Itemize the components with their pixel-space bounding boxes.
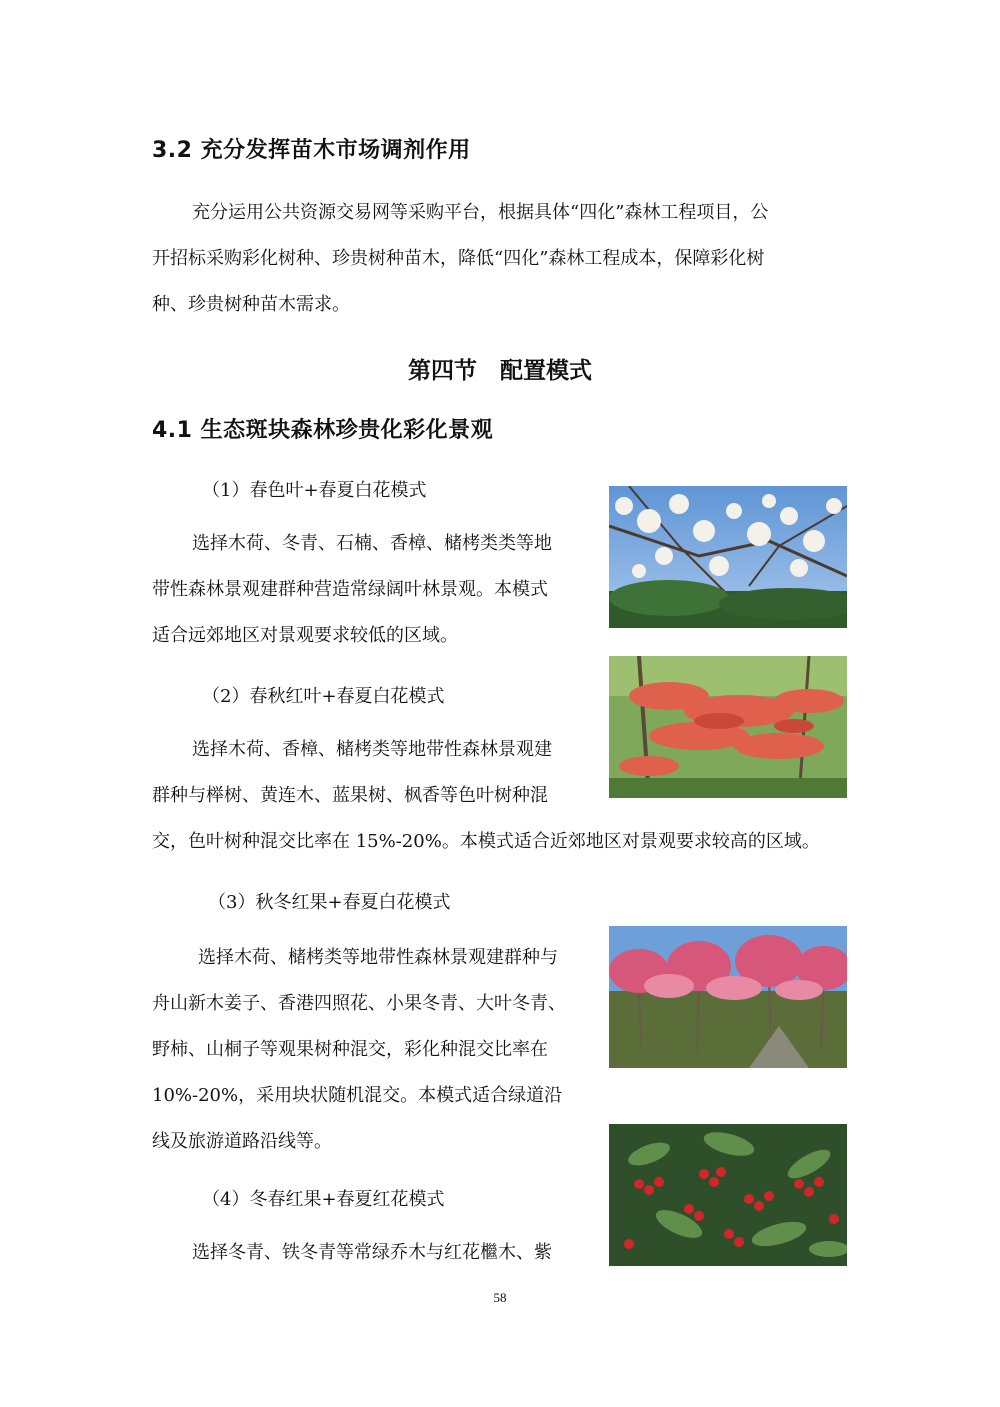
mode-4-title: （4）冬春红果+春夏红花模式 xyxy=(202,1189,445,1210)
mode-1-paragraph xyxy=(152,521,552,659)
white-blossom-tree-photo xyxy=(609,486,847,628)
paragraph-line: 交，色叶树种混交比率在 15%-20%。本模式适合近郊地区对景观要求较高的区域。 xyxy=(152,831,820,852)
paragraph-line: 选择冬青、铁冬青等常绿乔木与红花檵木、紫 xyxy=(192,1242,552,1263)
paragraph-line: 群种与榉树、黄连木、蓝果树、枫香等色叶树种混 xyxy=(152,785,548,806)
paragraph-line: 适合远郊地区对景观要求较低的区域。 xyxy=(152,625,458,646)
paragraph-line: 野柿、山桐子等观果树种混交，彩化种混交比率在 xyxy=(152,1039,548,1060)
mode-2-title: （2）春秋红叶+春夏白花模式 xyxy=(202,686,445,707)
paragraph-line: 线及旅游道路沿线等。 xyxy=(152,1131,332,1152)
paragraph-line: 选择木荷、冬青、石楠、香樟、槠栲类类等地 xyxy=(192,533,552,554)
paragraph-line: 开招标采购彩化树种、珍贵树种苗木，降低“四化”森林工程成本，保障彩化树 xyxy=(152,248,765,269)
mode-1-title: （1）春色叶+春夏白花模式 xyxy=(202,480,427,501)
pink-flowering-trees-photo xyxy=(609,926,847,1068)
paragraph-line: 种、珍贵树种苗木需求。 xyxy=(152,294,350,315)
paragraph-line: 选择木荷、槠栲类等地带性森林景观建群种与 xyxy=(198,947,558,968)
paragraph-line: 选择木荷、香樟、槠栲类等地带性森林景观建 xyxy=(192,739,552,760)
paragraph-line: 充分运用公共资源交易网等采购平台，根据具体“四化”森林工程项目，公 xyxy=(192,202,769,223)
red-maple-leaves-photo xyxy=(609,656,847,798)
section-heading-3-2: 3.2 充分发挥苗木市场调剂作用 xyxy=(152,138,471,163)
paragraph-line: 舟山新木姜子、香港四照花、小果冬青、大叶冬青、 xyxy=(152,993,566,1014)
paragraph-line: 带性森林景观建群种营造常绿阔叶林景观。本模式 xyxy=(152,579,548,600)
section-3-2-paragraph xyxy=(152,190,768,328)
page-number: 58 xyxy=(493,1290,507,1305)
section-heading-4-1: 4.1 生态斑块森林珍贵化彩化景观 xyxy=(152,418,494,443)
mode-3-paragraph xyxy=(152,935,566,1165)
paragraph-line: 10%-20%，采用块状随机混交。本模式适合绿道沿 xyxy=(152,1085,563,1106)
chapter-title: 第四节 配置模式 xyxy=(408,358,592,384)
red-berries-photo xyxy=(609,1124,847,1266)
mode-4-paragraph xyxy=(152,1230,552,1276)
mode-3-title: （3）秋冬红果+春夏白花模式 xyxy=(208,892,451,913)
